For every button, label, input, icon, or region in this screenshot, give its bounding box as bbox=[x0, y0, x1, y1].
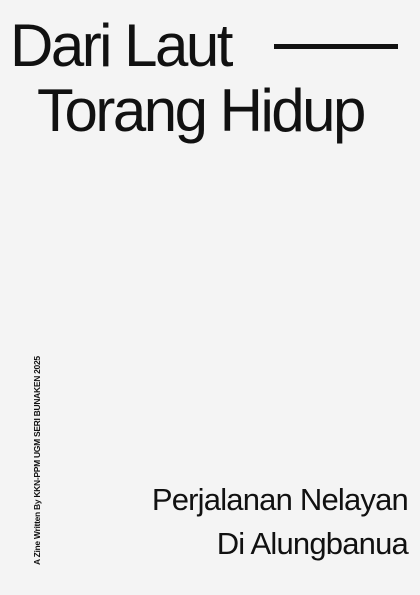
title-line-1: Dari Laut bbox=[10, 12, 231, 79]
credit-vertical-text: A Zine Written By KKN-PPM UGM SERI BUNAKEN 2025 bbox=[32, 356, 42, 565]
title-dash bbox=[274, 44, 398, 49]
subtitle-line-2: Di Alungbanua bbox=[216, 526, 408, 561]
subtitle-line-1: Perjalanan Nelayan bbox=[151, 482, 408, 517]
title-line-2: Torang Hidup bbox=[37, 77, 364, 144]
